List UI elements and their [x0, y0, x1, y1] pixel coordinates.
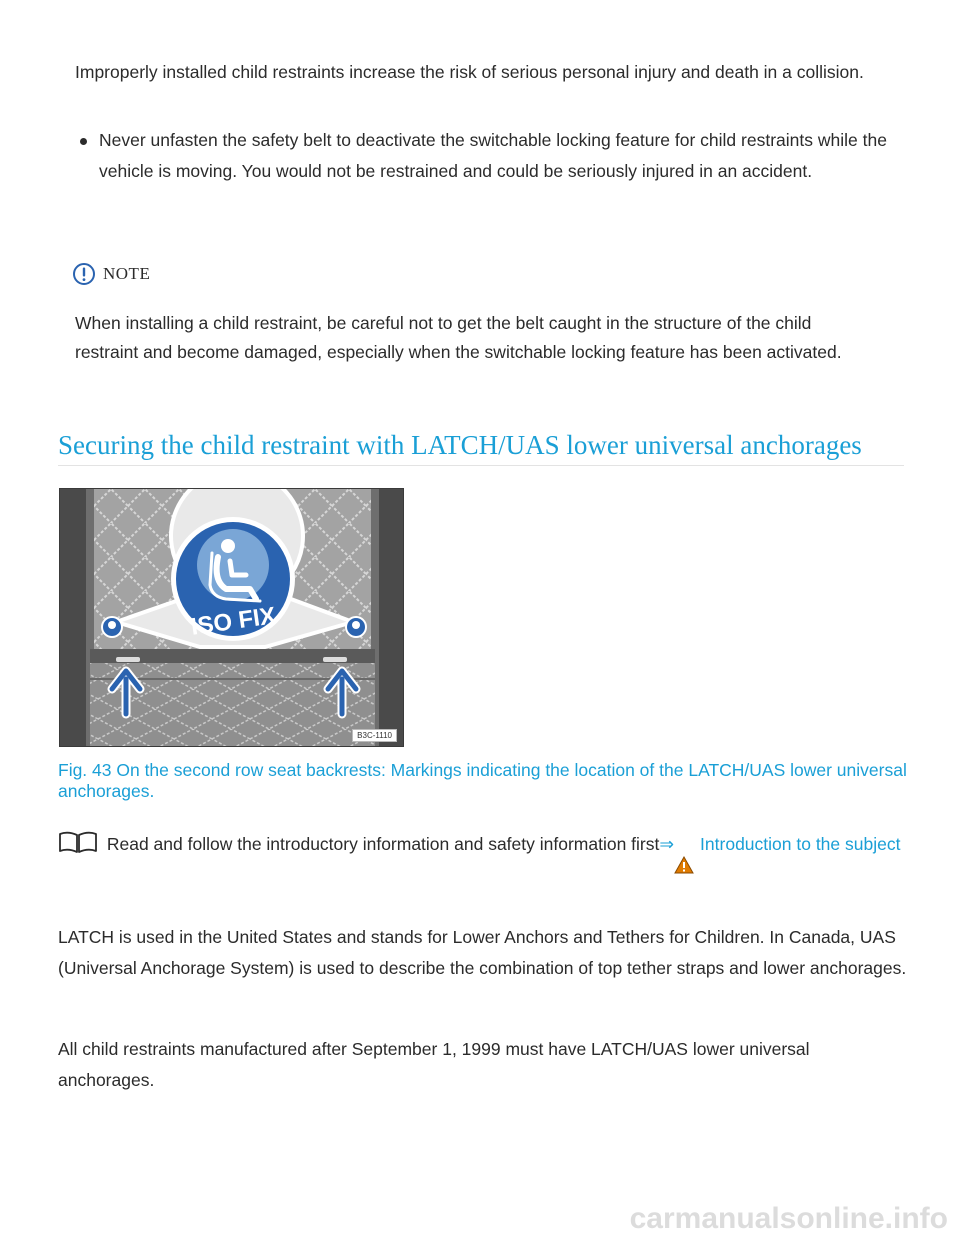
figure-caption: Fig. 43 On the second row seat backrests: Markings indicating the location of the LATCH/UAS lower universal anchorages.: [58, 760, 907, 801]
list-item: [75, 125, 895, 187]
bullet-dot: [80, 138, 87, 145]
seat-backrest-illustration: [60, 489, 404, 747]
warning-list: [75, 125, 895, 187]
exclamation-circle-icon: [72, 262, 96, 286]
iso-fix-badge-text: ISO FIX: [189, 602, 278, 641]
title-divider: [58, 465, 904, 466]
latch-description-paragraph: LATCH is used in the United States and stands for Lower Anchors and Tethers for Children. In Canada, UAS (Universal Anchorage System) is used to describe the combination of top tether straps and lower anchorages.: [58, 927, 907, 978]
book-icon: [58, 831, 98, 853]
read-follow-line: [58, 828, 908, 876]
link-arrow[interactable]: ⇒: [659, 834, 675, 854]
introduction-link[interactable]: Introduction to the subject: [700, 834, 901, 854]
note-heading: [72, 261, 150, 287]
note-label: NOTE: [103, 264, 151, 283]
warning-triangle-icon: [674, 856, 694, 874]
list-item-text: Never unfasten the safety belt to deactivate the switchable locking feature for child restraints while the vehicle is moving. You would not be restrained and could be seriously injured in an accident.: [99, 130, 887, 181]
figure-isofix-markings: [59, 488, 404, 747]
figure-code: B3C-1110: [352, 729, 397, 742]
site-watermark: carmanualsonline.info: [629, 1202, 948, 1235]
warning-triangle-wrap: [674, 856, 694, 876]
intro-paragraph: Improperly installed child restraints increase the risk of serious personal injury and death in a collision.: [75, 62, 864, 82]
note-paragraph: When installing a child restraint, be careful not to get the belt caught in the structure of the child restraint and become damaged, especially when the switchable locking feature has been activated.: [75, 313, 842, 362]
section-title: Securing the child restraint with LATCH/UAS lower universal anchorages: [58, 430, 862, 460]
manufacture-requirement-paragraph: All child restraints manufactured after September 1, 1999 must have LATCH/UAS lower universal anchorages.: [58, 1039, 810, 1090]
read-follow-text: Read and follow the introductory information and safety information first: [102, 834, 660, 854]
